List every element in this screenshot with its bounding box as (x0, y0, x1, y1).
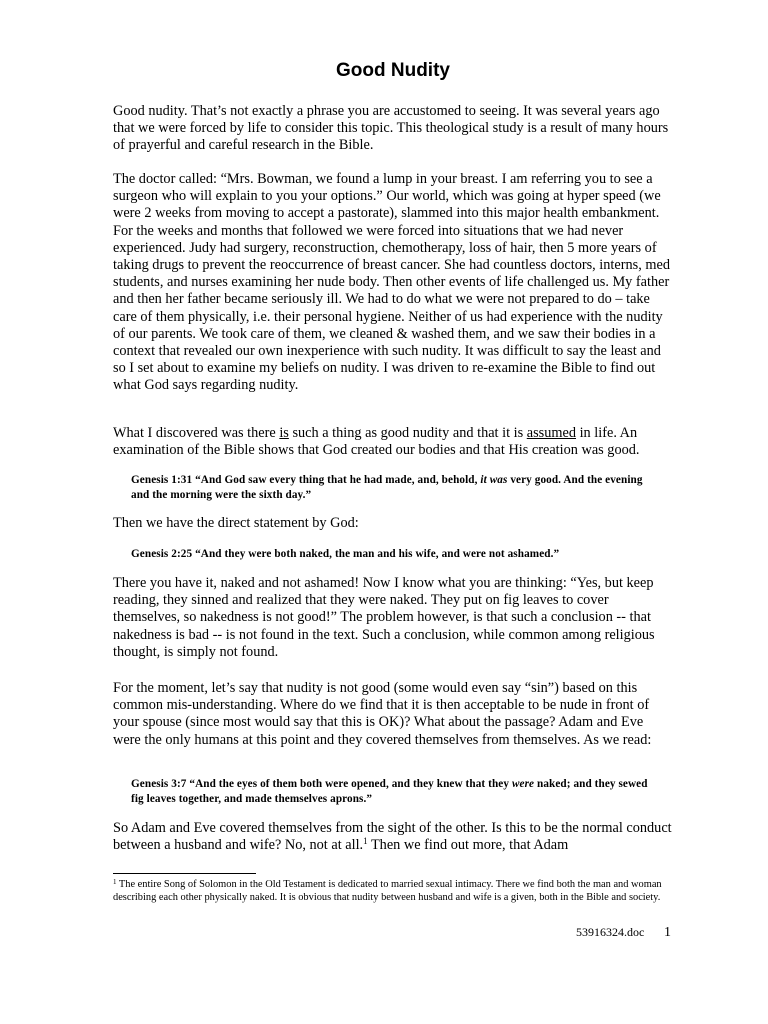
quote-genesis-3-7: Genesis 3:7 “And the eyes of them both were opened, and they knew that they were naked; and they sewed fig leaves together, and made themselves aprons.” (131, 778, 648, 805)
page-number: 1 (664, 925, 671, 940)
paragraph-direct-statement: Then we have the direct statement by God: (113, 515, 359, 531)
paragraph-adam-eve-covered: So Adam and Eve covered themselves from the sight of the other. Is this to be the normal conduct between a husband and wife? No, not at all.$^1$ Then we find out more, that Adam (113, 820, 672, 854)
paragraph-misunderstanding: For the moment, let’s say that nudity is not good (some would even say “sin”) based on this common mis-understanding. Where do we find that it is then acceptable to be nude in front of your spouse (since most would say that this is OK)? What about the passage? Adam and Eve were the only humans at this point and they covered themselves from themselves. As we read: (113, 680, 652, 748)
footnote-separator (113, 873, 256, 874)
document-title: Good Nudity (336, 60, 450, 81)
italic-were: were (511, 778, 535, 790)
footnote-reference[interactable]: 1 (363, 836, 368, 847)
footnote: $^1$ The entire Song of Solomon in the Old Testament is dedicated to married sexual intimacy. There we find both the man and woman describing each other physically naked. It is obvious that nudity between husband and wife is a given, both in the Bible and society. (113, 878, 662, 903)
paragraph-naked-not-ashamed: There you have it, naked and not ashamed! Now I know what you are thinking: “Yes, but keep reading, they sinned and realized that they were naked. They put on fig leaves to cover themselves, so nakedness is not good!” The problem however, is that such a conclusion -- that nakedness is bad -- is not found in the text. Such a conclusion, while common among religious thought, is simply not found. (113, 575, 655, 660)
paragraph-doctor-call: The doctor called: “Mrs. Bowman, we found a lump in your breast. I am referring you to see a surgeon who will explain to you your options.” Our world, which was going at hyper speed (we were 2 weeks from moving to accept a pastorate), slammed into this major health embankment. For the weeks and months that followed we were forced into situations that we had never experienced. Judy had surgery, reconstruction, chemotherapy, loss of hair, then 5 more years of taking drugs to prevent the reoccurrence of breast cancer. She had countless doctors, interns, med students, and nurses examining her nude body. Then other events of life challenged us. My father and then her father became seriously ill. We had to do what we were not prepared to do – take care of them physically, i.e. their personal hygiene. Neither of us had experience with the nudity of our parents. We took care of them, we cleaned & washed them, and we saw their bodies in a context that revealed our own inexperience with such nudity. It was difficult to say the least and so I set about to examine my beliefs on nudity. I was driven to re-examine the Bible to find out what God says regarding nudity. (113, 171, 670, 394)
underlined-is: is (279, 425, 289, 441)
italic-it-was: it was (480, 474, 508, 486)
quote-genesis-1-31: Genesis 1:31 “And God saw every thing that he had made, and, behold, it was very good. And the evening and the morning were the sixth day.” (131, 474, 643, 501)
paragraph-intro: Good nudity. That’s not exactly a phrase you are accustomed to seeing. It was several years ago that we were forced by life to consider this topic. This theological study is a result of many hours of prayerful and careful research in the Bible. (113, 103, 669, 154)
quote-genesis-2-25: Genesis 2:25 “And they were both naked, the man and his wife, and were not ashamed.” (131, 548, 560, 560)
paragraph-discovery: What I discovered was there is such a thing as good nudity and that it is assumed in life. An examination of the Bible shows that God created our bodies and that His creation was good. (113, 425, 640, 459)
underlined-assumed: assumed (526, 425, 576, 441)
document-filename: 53916324.doc (576, 925, 645, 939)
footnote-mark: 1 (113, 878, 117, 886)
